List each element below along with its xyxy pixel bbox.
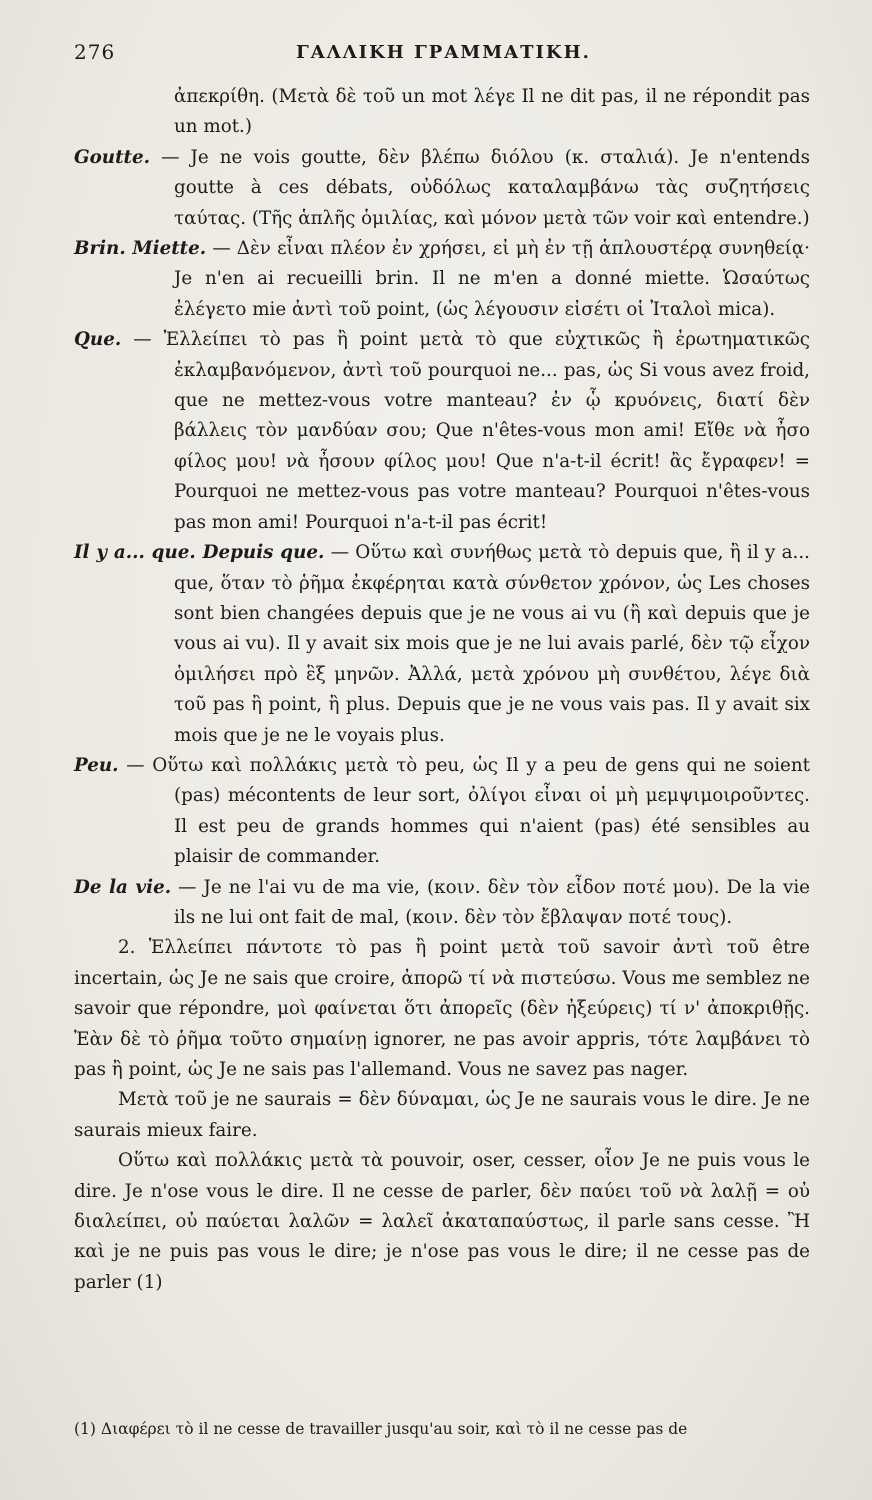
entry-de-la-vie xyxy=(74,873,810,934)
entry-brin-miette xyxy=(74,234,810,325)
entry-text: — Je ne vois goutte, δὲν βλέπω διόλου (κ. σταλιά). Je n'entends goutte à ces débats, οὐδόλως καταλαμβάνω τὰς συζητήσεις ταύτας. (Τῆς ἁπλῆς ὁμιλίας, καὶ μόνον μετὰ τῶν voir καὶ entendre.) xyxy=(161,146,811,229)
entry-term: Que. xyxy=(74,329,122,351)
paragraph-continuation xyxy=(74,82,810,143)
footnote: (1) Διαφέρει τὸ il ne cesse de travailler jusqu'au soir, καὶ τὸ il ne cesse pas de xyxy=(74,1420,688,1438)
paragraph-text: Οὕτω καὶ πολλάκις μετὰ τὰ pouvoir, oser, cesser, οἷον Je ne puis vous le dire. Je n'ose vous le dire. Il ne cesse de parler, δὲν παύει τοῦ νὰ λαλῇ = οὐ διαλείπει, οὐ παύεται λαλῶν = λαλεῖ ἀκαταπαύστως, il parle sans cesse. Ἢ καὶ je ne puis pas vous le dire; je n'ose pas vous le dire; il ne cesse pas de parler (1) xyxy=(74,1150,810,1293)
page-number: 276 xyxy=(74,40,116,64)
entry-peu xyxy=(74,751,810,873)
entry-text: — Οὕτω καὶ πολλάκις μετὰ τὸ peu, ὡς Il y a peu de gens qui ne soient (pas) mécontents de leur sort, ὀλίγοι εἶναι οἱ μὴ μεμψιμοιροῦντες. Il est peu de grands hommes qui n'aient (pas) été sensibles au plaisir de commander. xyxy=(126,754,810,868)
entry-term: De la vie. xyxy=(74,876,172,898)
entry-text: — Je ne l'ai vu de ma vie, (κοιν. δὲν τὸν εἶδον ποτέ μου). De la vie ils ne lui ont fait de mal, (κοιν. δὲν τὸν ἔβλαψαν ποτέ τους). xyxy=(174,876,810,928)
entry-text: — Δὲν εἶναι πλέον ἐν χρήσει, εἰ μὴ ἐν τῇ ἁπλουστέρᾳ συνηθείᾳ· Je n'en ai recueilli brin. Il ne m'en a donné miette. Ὡσαύτως ἐλέγετο mie ἀντὶ τοῦ point, (ὡς λέγουσιν εἰσέτι οἱ Ἰταλοὶ mica). xyxy=(174,238,810,320)
paragraph-text: ἀπεκρίθη. (Μετὰ δὲ τοῦ un mot λέγε Il ne dit pas, il ne répondit pas un mot.) xyxy=(174,86,810,138)
paragraph-text: 2. Ἐλλείπει πάντοτε τὸ pas ἢ point μετὰ τοῦ savoir ἀντὶ τοῦ être incertain, ὡς Je ne sais que croire, ἀπορῶ τί νὰ πιστεύσω. Vous me semblez ne savoir que répondre, μοὶ φαίνεται ὅτι ἀπορεῖς (δὲν ἠξεύρεις) τί ν' ἀποκριθῇς. Ἐὰν δὲ τὸ ῥῆμα τοῦτο σημαίνῃ ignorer, ne pas avoir appris, τότε λαμβάνει τὸ pas ἢ point, ὡς Je ne sais pas l'allemand. Vous ne savez pas nager. xyxy=(74,937,810,1080)
entry-text: — Οὕτω καὶ συνήθως μετὰ τὸ depuis que, ἢ il y a... que, ὅταν τὸ ῥῆμα ἐκφέρηται κατὰ σύνθετον χρόνον, ὡς Les choses sont bien changées depuis que je ne vous ai vu (ἢ καὶ depuis que je vous ai vu). Il y avait six mois que je ne lui avais parlé, δὲν τῷ εἶχον ὁμιλήσει πρὸ ἓξ μηνῶν. Ἀλλά, μετὰ χρόνου μὴ συνθέτου, λέγε διὰ τοῦ pas ἢ point, ἢ plus. Depuis que je ne vous vais pas. Il y avait six mois que je ne le voyais plus. xyxy=(174,542,810,746)
entry-term: Brin. Miette. xyxy=(74,238,207,260)
paragraph-pouvoir-oser-cesser xyxy=(74,1146,810,1298)
paragraph-savoir xyxy=(74,933,810,1085)
entry-goutte xyxy=(74,143,810,234)
entry-term: Peu. xyxy=(74,754,119,776)
paragraph-je-ne-saurais xyxy=(74,1085,810,1146)
entry-text: — Ἐλλείπει τὸ pas ἢ point μετὰ τὸ que εὐχτικῶς ἢ ἐρωτηματικῶς ἐκλαμβανόμενον, ἀντὶ τοῦ pourquoi ne... pas, ὡς Si vous avez froid, que ne mettez-vous votre manteau? ἐν ᾧ κρυόνεις, διατί δὲν βάλλεις τὸν μανδύαν σου; Que n'êtes-vous mon ami! Εἴθε νὰ ἦσο φίλος μου! νὰ ἦσουν φίλος μου! Que n'a-t-il écrit! ἂς ἔγραφεν! = Pourquoi ne mettez-vous pas votre manteau? Pourquoi n'êtes-vous pas mon ami! Pourquoi n'a-t-il pas écrit! xyxy=(133,329,810,533)
page-header xyxy=(74,40,814,70)
entry-il-y-a-que xyxy=(74,538,810,751)
entry-term: Goutte. xyxy=(74,146,150,168)
running-title: ΓΑΛΛΙΚΗ ΓΡΑΜΜΑΤΙΚΗ. xyxy=(296,42,591,63)
body-text xyxy=(74,82,810,1298)
entry-term: Il y a... que. Depuis que. xyxy=(74,542,325,564)
paragraph-text: Μετὰ τοῦ je ne saurais = δὲν δύναμαι, ὡς Je ne saurais vous le dire. Je ne saurais mieux faire. xyxy=(74,1089,810,1141)
entry-que xyxy=(74,325,810,538)
